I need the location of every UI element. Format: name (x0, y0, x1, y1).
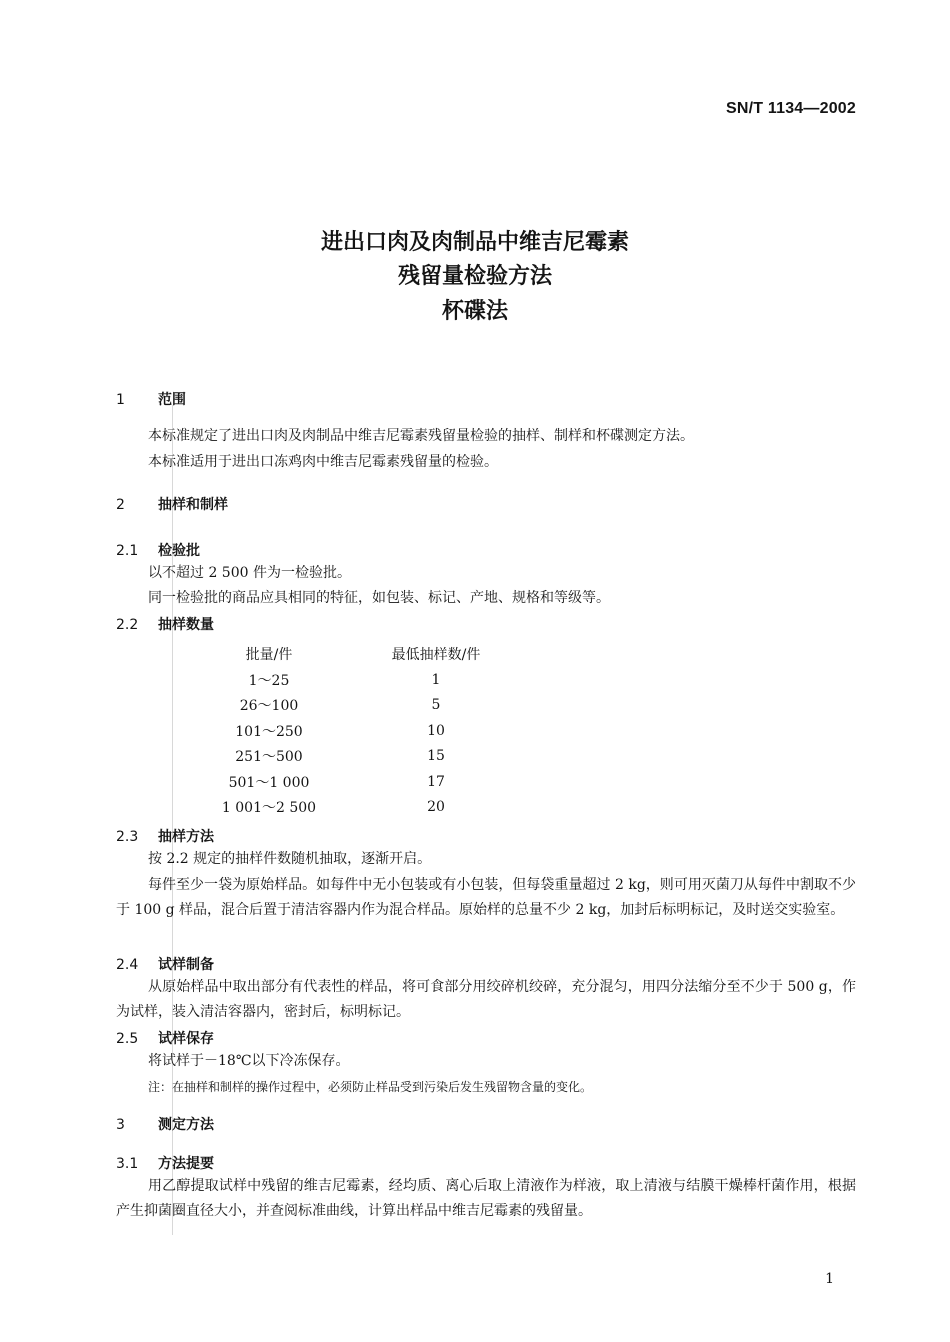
section-number: 2 (116, 497, 125, 513)
section-1-para-2: 本标准适用于进出口冻鸡肉中维吉尼霉素残留量的检验。 (148, 454, 498, 470)
section-2-4-heading (116, 954, 214, 974)
section-3-1-heading (116, 1153, 214, 1173)
section-title: 测定方法 (158, 1117, 214, 1133)
column-header-min-samples: 最低抽样数/件 (391, 647, 481, 663)
table-row (196, 769, 530, 795)
table-row (196, 693, 530, 719)
section-2-3-heading (116, 826, 214, 846)
section-number: 2.5 (116, 1031, 139, 1047)
section-title: 试样保存 (158, 1031, 214, 1047)
title-line-1: 进出口肉及肉制品中维吉尼霉素 (320, 230, 629, 255)
table-row (196, 795, 530, 821)
section-title: 范围 (158, 392, 186, 408)
table-cell: 1 (431, 671, 441, 688)
section-title: 抽样数量 (158, 617, 214, 633)
section-number: 3 (116, 1117, 125, 1133)
section-2-3-para-1: 按 2.2 规定的抽样件数随机抽取，逐渐开启。 (148, 851, 432, 867)
table-header-row (196, 641, 530, 667)
section-title: 检验批 (158, 543, 200, 559)
section-title: 试样制备 (158, 957, 214, 973)
section-2-3-para-2: 每件至少一袋为原始样品。如每件中无小包装或有小包装，但每袋重量超过 2 kg，则可用灭菌刀从每件中割取不少于 100 g 样品，混合后置于清洁容器内作为混合样品。原始样的总量不少 2 kg，加封后标明标记，及时送交实验室。 (116, 877, 856, 918)
title-line-3: 杯碟法 (441, 299, 508, 324)
table-row (196, 744, 530, 770)
table-cell: 15 (427, 748, 445, 765)
section-number: 2.4 (116, 957, 139, 973)
table-cell: 17 (427, 773, 445, 790)
section-1-para-1: 本标准规定了进出口肉及肉制品中维吉尼霉素残留量检验的抽样、制样和杯碟测定方法。 (148, 428, 694, 444)
section-title: 抽样和制样 (158, 497, 228, 513)
table-cell: 10 (427, 722, 445, 739)
section-number: 2.1 (116, 543, 139, 559)
table-cell: 251～500 (235, 749, 303, 766)
table-cell: 20 (427, 799, 445, 816)
table-cell: 501～1 000 (228, 774, 310, 791)
table-cell: 26～100 (239, 698, 299, 715)
section-3-heading (116, 1114, 214, 1134)
section-2-1-para-2: 同一检验批的商品应具相同的特征，如包装、标记、产地、规格和等级等。 (148, 590, 610, 606)
section-2-5-note: 注：在抽样和制样的操作过程中，必须防止样品受到污染后发生残留物含量的变化。 (148, 1080, 593, 1094)
table-row (196, 667, 530, 693)
standard-code: SN/T 1134—2002 (726, 100, 856, 117)
table-cell: 1～25 (248, 672, 290, 689)
table-cell: 1 001～2 500 (221, 800, 317, 817)
section-1-heading (116, 389, 186, 409)
table-row (196, 718, 530, 744)
section-2-2-heading (116, 614, 214, 634)
section-number: 2.3 (116, 829, 139, 845)
section-number: 3.1 (116, 1156, 139, 1172)
section-2-1-para-1: 以不超过 2 500 件为一检验批。 (148, 565, 351, 581)
section-2-5-heading (116, 1028, 214, 1048)
section-2-1-heading (116, 540, 200, 560)
section-2-heading (116, 494, 228, 514)
section-2-4-para-1: 从原始样品中取出部分有代表性的样品，将可食部分用绞碎机绞碎，充分混匀，用四分法缩分至不少于 500 g，作为试样，装入清洁容器内，密封后，标明标记。 (116, 979, 856, 1020)
section-number: 1 (116, 392, 125, 408)
scan-artifact-line (172, 405, 173, 1235)
section-number: 2.2 (116, 617, 139, 633)
section-title: 抽样方法 (158, 829, 214, 845)
section-3-1-para-1: 用乙醇提取试样中残留的维吉尼霉素，经均质、离心后取上清液作为样液，取上清液与结膜干燥棒杆菌作用，根据产生抑菌圈直径大小，并查阅标准曲线，计算出样品中维吉尼霉素的残留量。 (116, 1178, 856, 1219)
section-title: 方法提要 (158, 1156, 214, 1172)
table-cell: 5 (431, 697, 441, 714)
sampling-quantity-table (196, 641, 530, 820)
section-2-5-para-1: 将试样于－18℃以下冷冻保存。 (148, 1053, 350, 1069)
column-header-batch: 批量/件 (245, 647, 293, 663)
table-cell: 101～250 (235, 723, 303, 740)
page-number: 1 (825, 1271, 834, 1287)
title-line-2: 残留量检验方法 (397, 264, 552, 289)
